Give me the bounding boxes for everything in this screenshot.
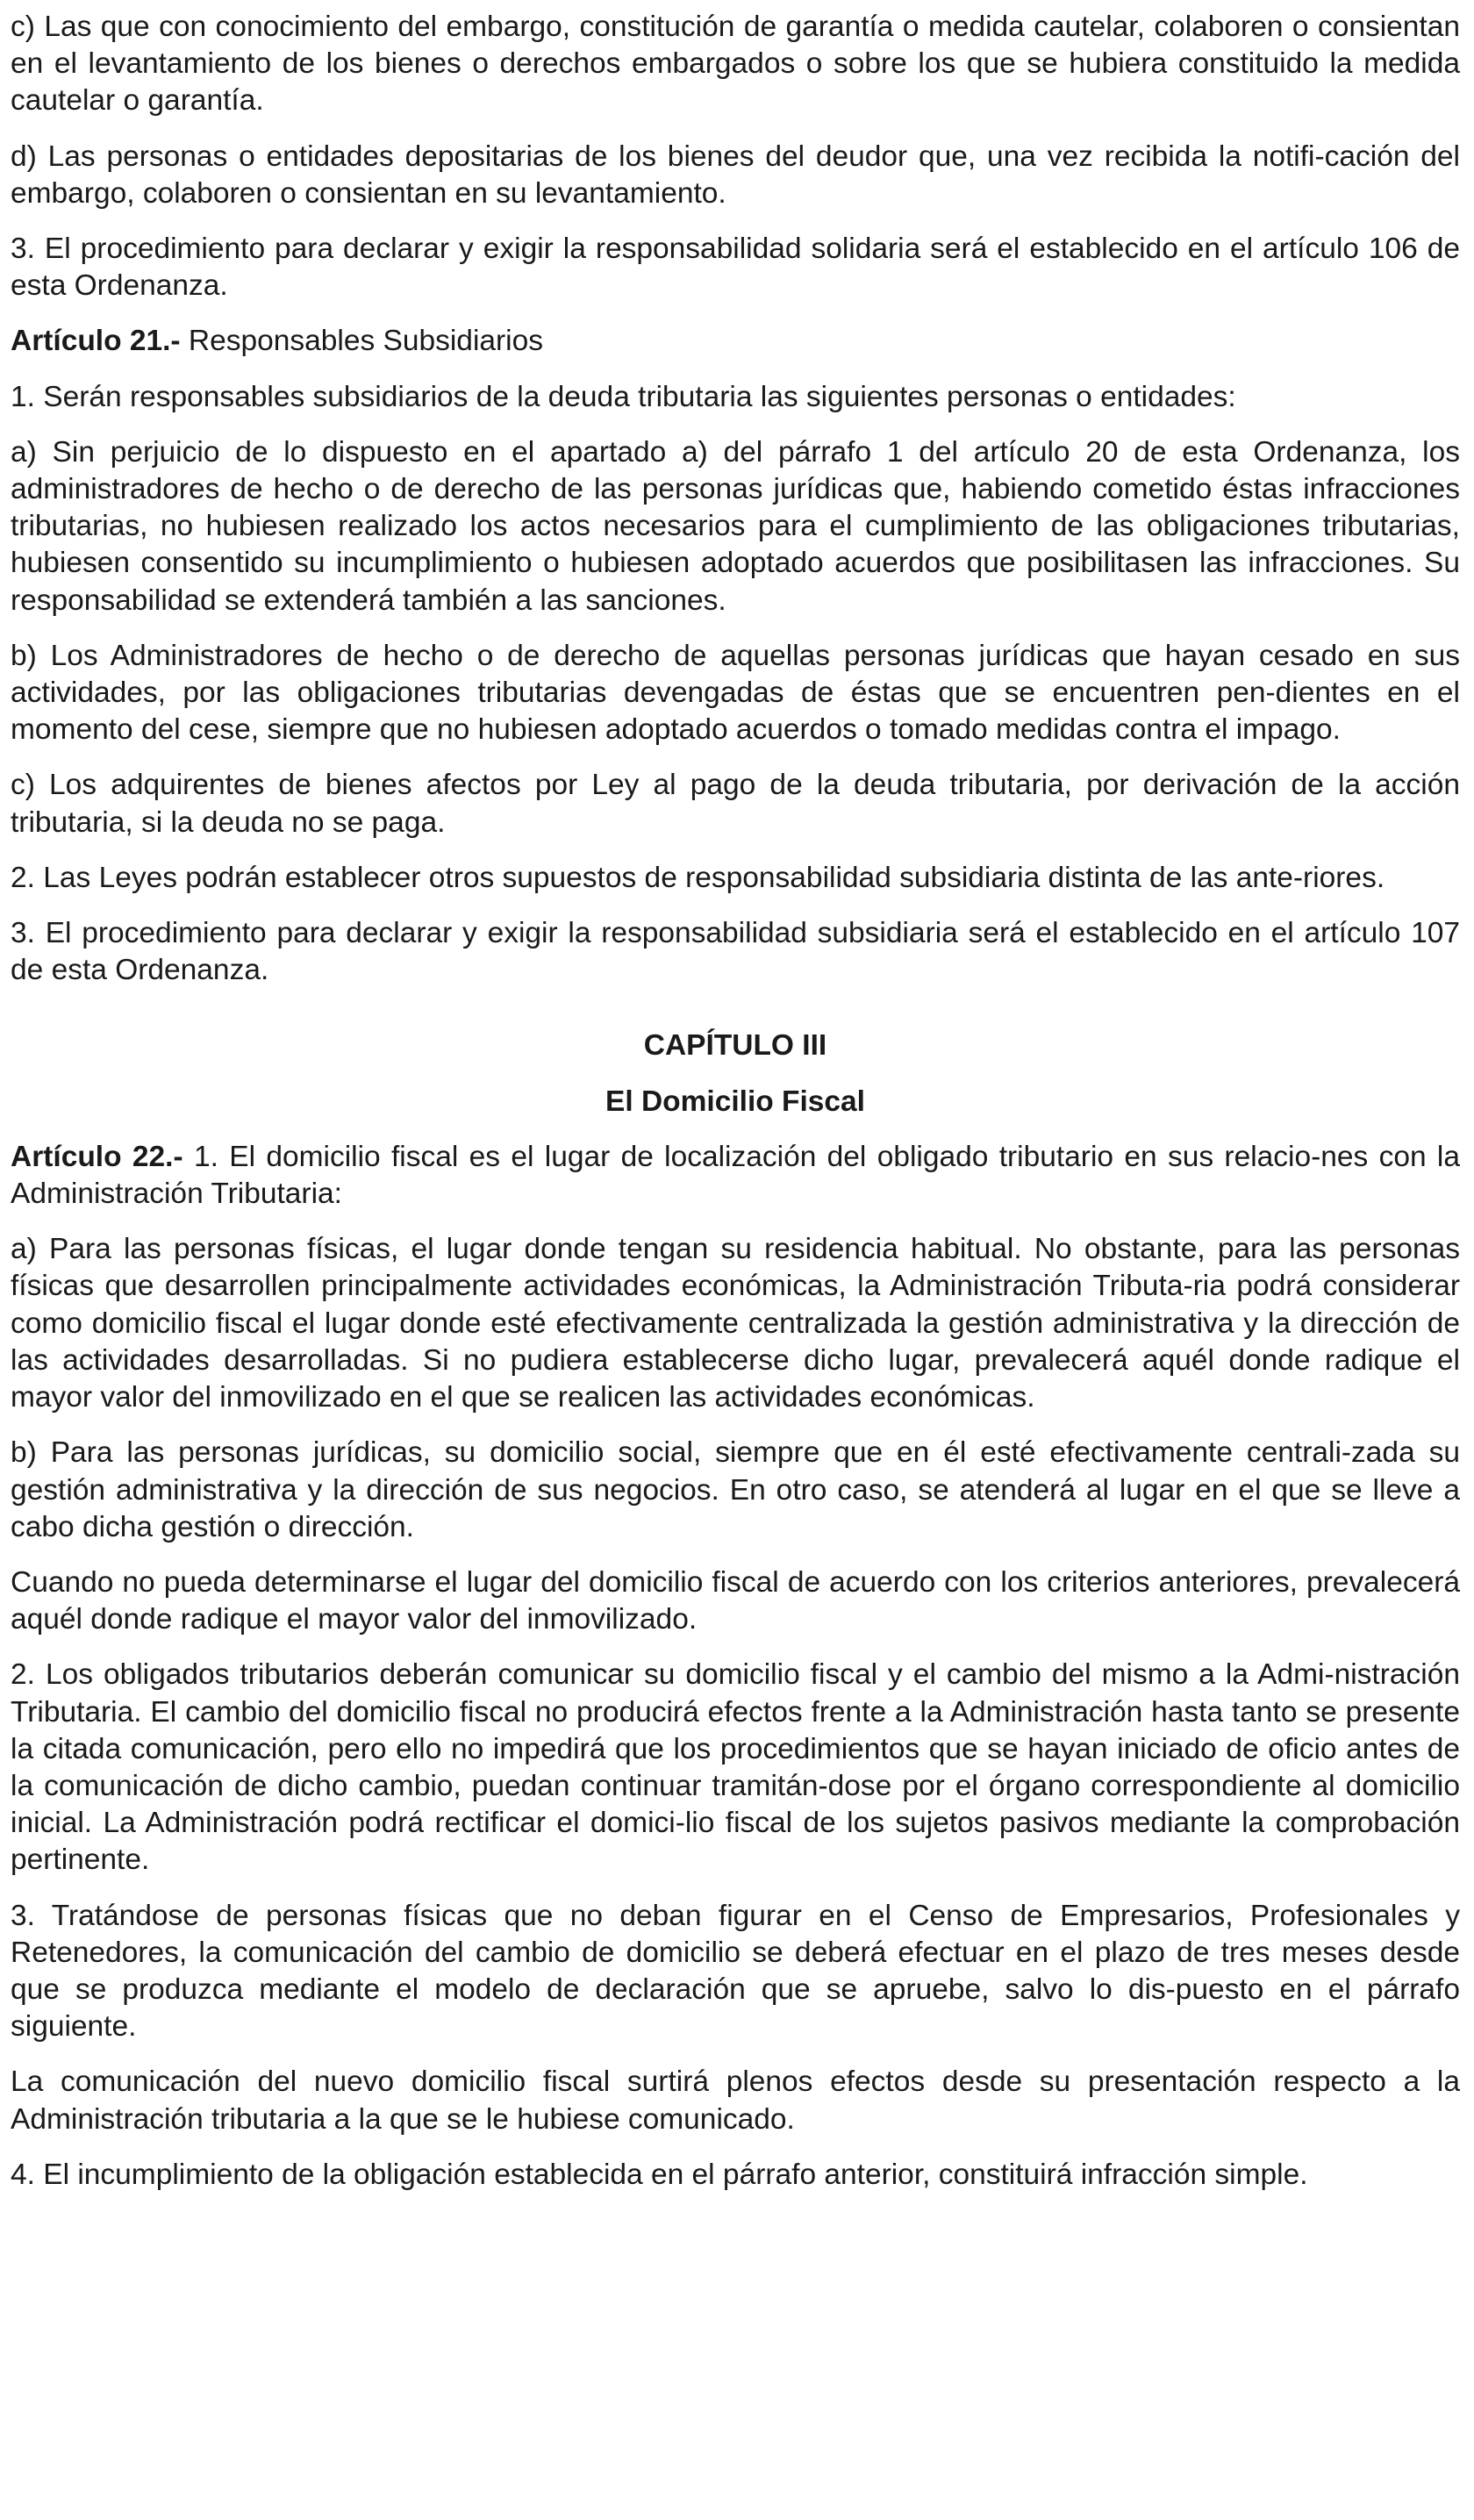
paragraph-art22-a: a) Para las personas físicas, el lugar donde tengan su residencia habitual. No obstante, para las personas físicas que desarrollen principalmente actividades económicas, la Administración Tributa-ria podrá considerar como domicilio fiscal el lugar donde esté efectivamente centralizada la gestión administrativa y la dirección de las actividades desarrolladas. Si no pudiera establecerse dicho lugar, prevalecerá aquél donde radique el mayor valor del inmovilizado en el que se realicen las actividades económicas. [11,1233,1460,1414]
paragraph-art20-3: 3. El procedimiento para declarar y exigir la responsabilidad solidaria será el establecido en el artículo 106 de esta Ordenanza. [11,233,1460,303]
paragraph-art20-d: d) Las personas o entidades depositarias de los bienes del deudor que, una vez recibida la notifi-cación del embargo, colaboren o consientan en su levantamiento. [11,140,1460,210]
paragraph-art22-b: b) Para las personas jurídicas, su domicilio social, siempre que en él esté efectivamente centrali-zada su gestión administrativa y la dirección de sus negocios. En otro caso, se atenderá al lugar en el que se lleve a cabo dicha gestión o dirección. [11,1436,1460,1543]
paragraph-art22-2: 2. Los obligados tributarios deberán comunicar su domicilio fiscal y el cambio del mismo a la Admi-nistración Tributaria. El cambio del domicilio fiscal no producirá efectos frente a la Administración hasta tanto se presente la citada comunicación, pero ello no impedirá que los procedimientos que se hayan iniciado de oficio antes de la comunicación de dicho cambio, puedan continuar tramitán-dose por el órgano correspondiente al domicilio inicial. La Administración podrá rectificar el domici-lio fiscal de los sujetos pasivos mediante la comprobación pertinente. [11,1658,1460,1877]
paragraph-art21-b: b) Los Administradores de hecho o de derecho de aquellas personas jurídicas que hayan cesado en sus actividades, por las obligaciones tributarias devengadas de éstas que se encuentren pen-dientes en el momento del cese, siempre que no hubiesen adoptado acuerdos o tomado medidas contra el impago. [11,639,1460,747]
article-22-text: 1. El domicilio fiscal es el lugar de localización del obligado tributario en sus relacio-nes con la Administración Tributaria: [11,1140,1461,1211]
article-21-heading [11,323,1460,360]
paragraph-art22-effects: La comunicación del nuevo domicilio fiscal surtirá plenos efectos desde su presentación respecto a la Administración tributaria a la que se le hubiese comunicado. [11,2065,1460,2136]
paragraph-art21-a: a) Sin perjuicio de lo dispuesto en el apartado a) del párrafo 1 del artículo 20 de esta Ordenanza, los administradores de hecho o de derecho de las personas jurídicas que, habiendo cometido éstas infracciones tributarias, no hubiesen realizado los actos necesarios para el cumplimiento de las obligaciones tributarias, hubiesen consentido su incumplimiento o hubiesen adoptado acuerdos que posibilitasen las infracciones. Su responsabilidad se extenderá también a las sanciones. [11,435,1460,617]
paragraph-art22-3: 3. Tratándose de personas físicas que no deban figurar en el Censo de Empresarios, Profesionales y Retenedores, la comunicación del cambio de domicilio se deberá efectuar en el plazo de tres meses desde que se produzca mediante el modelo de declaración que se apruebe, salvo lo dis-puesto en el párrafo siguiente. [11,1899,1460,2044]
paragraph-art21-c: c) Los adquirentes de bienes afectos por Ley al pago de la deuda tributaria, por derivación de la acción tributaria, si la deuda no se paga. [11,769,1460,839]
article-22-paragraph-1 [11,1139,1460,1213]
paragraph-art20-c: c) Las que con conocimiento del embargo, constitución de garantía o medida cautelar, colaboren o consientan en el levantamiento de los bienes o derechos embargados o sobre los que se hubiera constituido la medida cautelar o garantía. [11,11,1460,118]
document-page [11,9,1460,2212]
chapter-title: El Domicilio Fiscal [605,1085,865,1118]
article-21-title: Responsables Subsidiarios [180,325,543,358]
paragraph-art22-4: 4. El incumplimiento de la obligación establecida en el párrafo anterior, constituirá infracción simple. [11,2158,1308,2191]
paragraph-art22-fallback: Cuando no pueda determinarse el lugar del domicilio fiscal de acuerdo con los criterios anteriores, prevalecerá aquél donde radique el mayor valor del inmovilizado. [11,1565,1460,1636]
paragraph-art21-3: 3. El procedimiento para declarar y exigir la responsabilidad subsidiaria será el establecido en el artículo 107 de esta Ordenanza. [11,917,1460,987]
article-22-label: Artículo 22.- [11,1140,183,1173]
chapter-heading: CAPÍTULO III [643,1029,827,1063]
paragraph-art21-2: 2. Las Leyes podrán establecer otros supuestos de responsabilidad subsidiaria distinta de las ante-riores. [11,861,1385,894]
paragraph-art21-1: 1. Serán responsables subsidiarios de la deuda tributaria las siguientes personas o entidades: [11,380,1236,413]
article-21-label: Artículo 21.- [11,325,181,358]
